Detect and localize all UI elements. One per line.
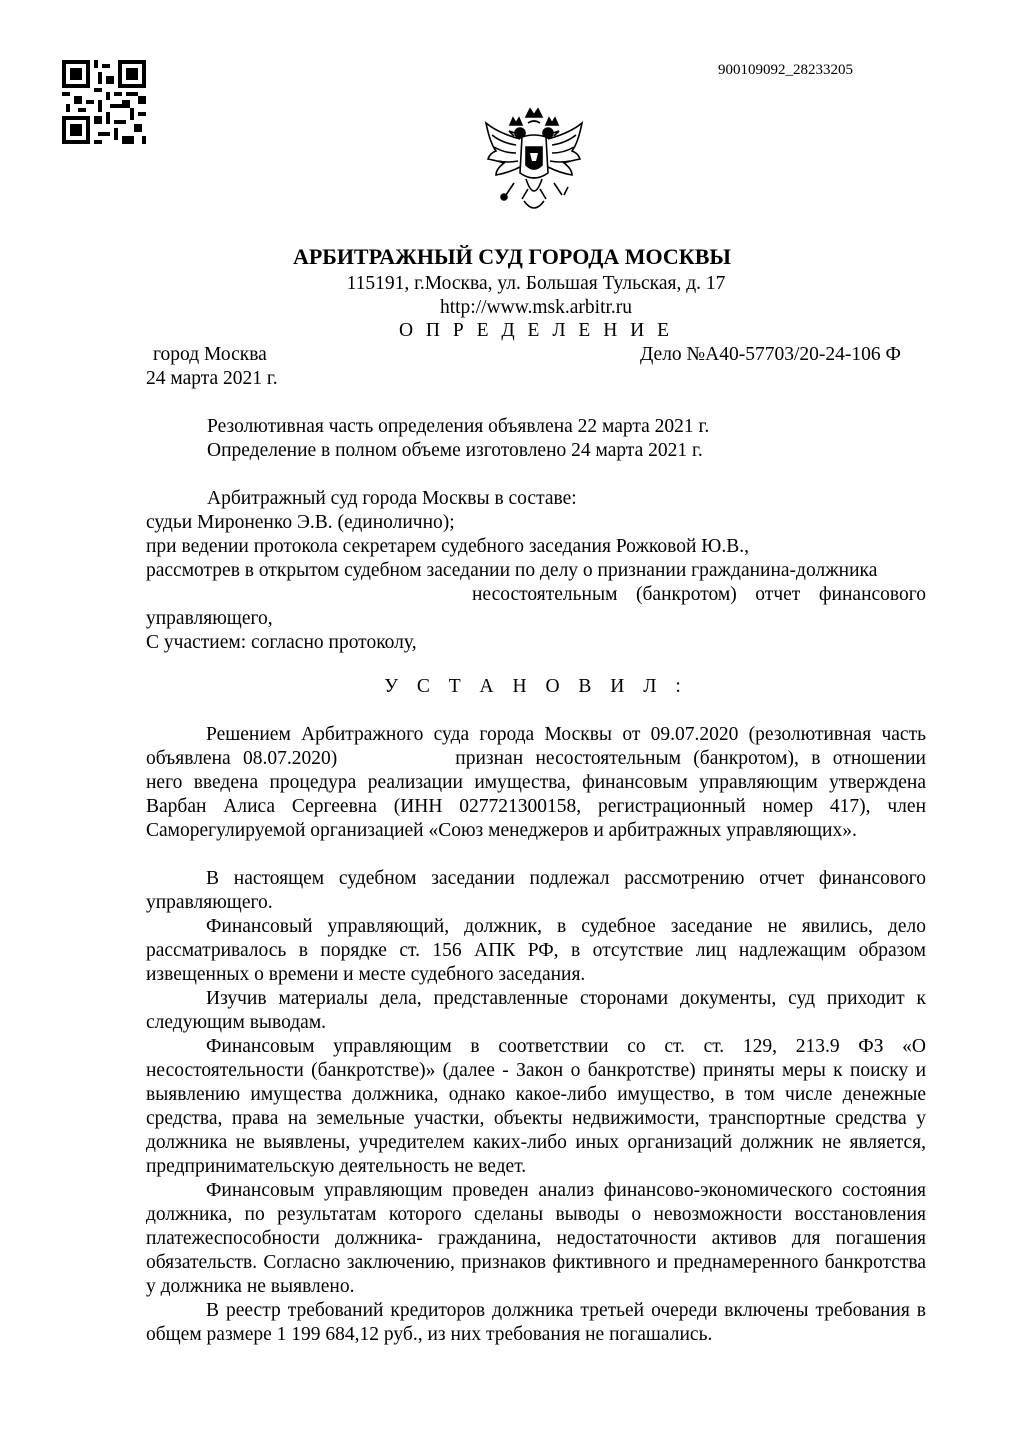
paragraph-decision bbox=[146, 723, 926, 843]
court-url: http://www.msk.arbitr.ru bbox=[439, 297, 633, 318]
resolution-announced: Резолютивная часть определения объявлена 22 марта 2021 г. bbox=[207, 416, 710, 437]
coat-of-arms-icon bbox=[480, 103, 588, 221]
document-type: О П Р Е Д Е Л Е Н И Е bbox=[398, 320, 674, 341]
manager-line: управляющего, bbox=[146, 608, 273, 629]
city: город Москва bbox=[153, 344, 267, 365]
paragraph-analysis: Финансовым управляющим проведен анализ финансово-экономического состояния должника, по результатам которого сделаны выводы о невозможности восстановления платежеспособности должника- гражданина, недостаточности активов для погашения обязательств. Согласно заключению, признаков фиктивного и преднамеренного банкротства у должника не выявлено. bbox=[146, 1180, 926, 1297]
paragraph-report: В настоящем судебном заседании подлежал рассмотрению отчет финансового управляющего. bbox=[146, 868, 926, 913]
case-number: Дело №А40-57703/20-24-106 Ф bbox=[640, 344, 901, 365]
judge-line: судьи Мироненко Э.В. (единолично); bbox=[146, 512, 455, 533]
paragraph-materials: Изучив материалы дела, представленные сторонами документы, суд приходит к следующим выводам. bbox=[146, 988, 926, 1033]
paragraph-registry: В реестр требований кредиторов должника третьей очереди включены требования в общем размере 1 199 684,12 руб., из них требования не погашались. bbox=[146, 1300, 926, 1345]
paragraph-decision-start: Решением Арбитражного суда города Москвы от 09.07.2020 (резолютивная часть объявлена 08.07.2020) bbox=[146, 724, 926, 769]
paragraph-decision-end: признан несостоятельным (банкротом), в отношении него введена процедура реализации имущества, финансовым управляющим утверждена Варбан Алиса Сергеевна (ИНН 027721300158, регистрационный номер 417), член Саморегулируемой организацией «Союз менеджеров и арбитражных управляющих». bbox=[146, 748, 926, 841]
court-address: 115191, г.Москва, ул. Большая Тульская, д. 17 bbox=[346, 273, 726, 294]
document-id: 900109092_28233205 bbox=[718, 62, 853, 78]
court-name: АРБИТРАЖНЫЙ СУД ГОРОДА МОСКВЫ bbox=[292, 244, 732, 269]
document-date: 24 марта 2021 г. bbox=[146, 368, 278, 389]
secretary-line: при ведении протокола секретарем судебного заседания Рожковой Ю.В., bbox=[146, 536, 749, 557]
considering-line: рассмотрев в открытом судебном заседании по делу о признании гражданина-должника bbox=[146, 560, 878, 581]
qr-code-icon bbox=[62, 60, 146, 144]
paragraph-absence: Финансовый управляющий, должник, в судебное заседание не явились, дело рассматривалось в порядке ст. 156 АПК РФ, в отсутствие лиц надлежащим образом извещенных о времени и месте судебного заседания. bbox=[146, 916, 926, 985]
full-text-prepared: Определение в полном объеме изготовлено 24 марта 2021 г. bbox=[207, 440, 703, 461]
paragraph-property-search: Финансовым управляющим в соответствии со ст. ст. 129, 213.9 ФЗ «О несостоятельности (банкротстве)» (далее - Закон о банкротстве) приняты меры к поиску и выявлению имущества должника, однако какое-либо имущество, в том числе денежные средства, права на земельные участки, объекты недвижимости, транспортные средства у должника не выявлены, учредителем каких-либо иных организаций должник не является, предпринимательскую деятельность не ведет. bbox=[146, 1036, 926, 1177]
section-title: У С Т А Н О В И Л : bbox=[384, 676, 688, 697]
composition-intro: Арбитражный суд города Москвы в составе: bbox=[207, 488, 577, 509]
participants-line: С участием: согласно протоколу, bbox=[146, 632, 417, 653]
report-line: несостоятельным (банкротом) отчет финансового bbox=[472, 584, 926, 605]
